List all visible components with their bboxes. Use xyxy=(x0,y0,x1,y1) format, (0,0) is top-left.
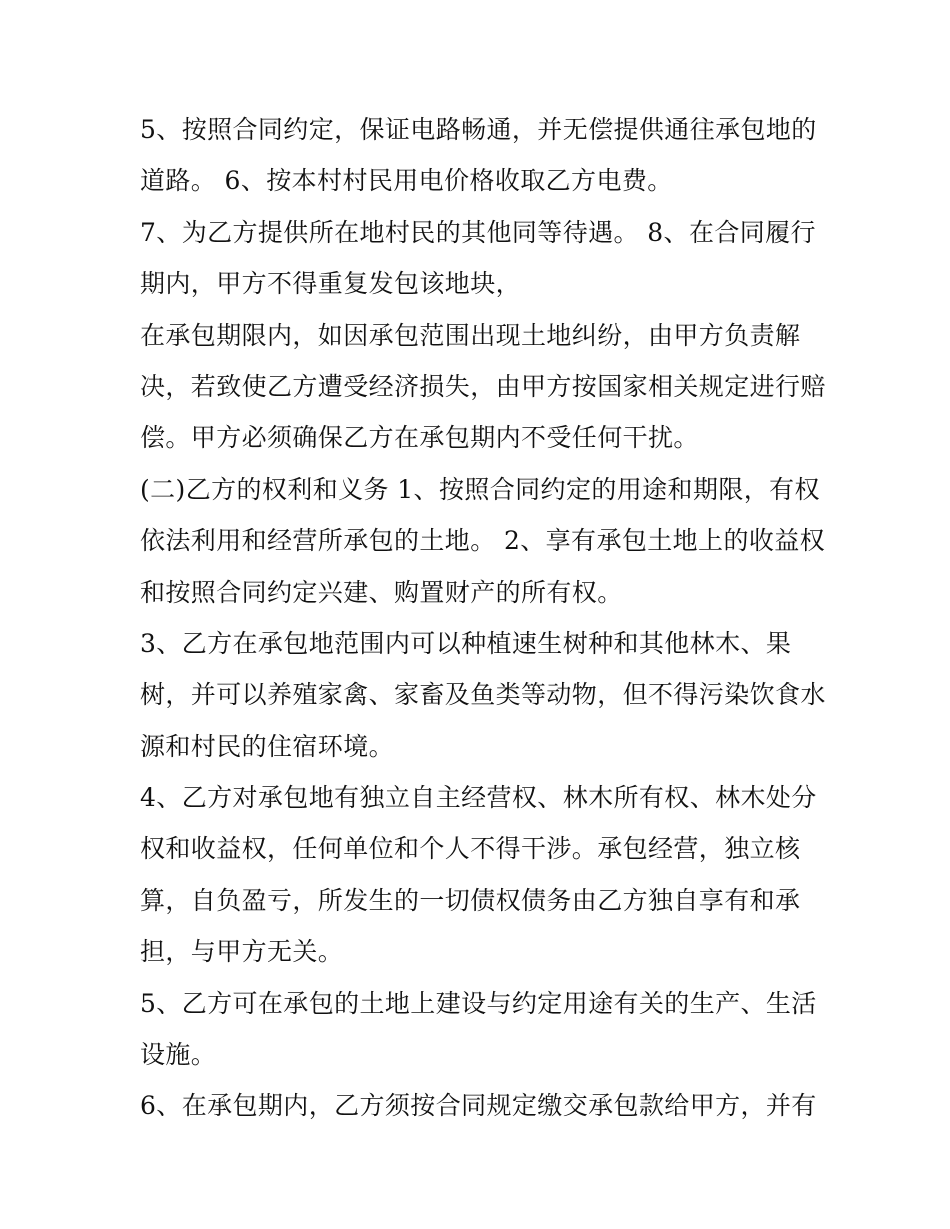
text-line: 偿。甲方必须确保乙方在承包期内不受任何干扰。 xyxy=(140,423,699,453)
text-line: 算，自负盈亏，所发生的一切债权债务由乙方独自享有和承 xyxy=(140,885,801,915)
text-line: 7、为乙方提供所在地村民的其他同等待遇。 8、在合同履行 xyxy=(140,217,816,247)
text-line: 决，若致使乙方遭受经济损失，由甲方按国家相关规定进行赔 xyxy=(140,371,826,401)
text-line: 期内，甲方不得重复发包该地块， xyxy=(140,269,522,299)
text-line: 在承包期限内，如因承包范围出现土地纠纷，由甲方负责解 xyxy=(140,320,801,350)
text-line: 依法利用和经营所承包的土地。 2、享有承包土地上的收益权 xyxy=(140,526,826,556)
text-line: 树，并可以养殖家禽、家畜及鱼类等动物，但不得污染饮食水 xyxy=(140,680,826,710)
text-line: 道路。 6、按本村村民用电价格收取乙方电费。 xyxy=(140,166,673,196)
text-line: 源和村民的住宿环境。 xyxy=(140,731,395,761)
text-line: 和按照合同约定兴建、购置财产的所有权。 xyxy=(140,577,623,607)
text-line: 设施。 xyxy=(140,1040,217,1070)
text-line: 权和收益权，任何单位和个人不得干涉。承包经营，独立核 xyxy=(140,834,801,864)
text-line: (二)乙方的权利和义务 1、按照合同约定的用途和期限，有权 xyxy=(140,474,820,504)
text-line: 3、乙方在承包地范围内可以种植速生树种和其他林木、果 xyxy=(140,628,792,658)
text-line: 担，与甲方无关。 xyxy=(140,937,344,967)
text-line: 5、按照合同约定，保证电路畅通，并无偿提供通往承包地的 xyxy=(140,115,817,144)
text-line: 5、乙方可在承包的土地上建设与约定用途有关的生产、生活 xyxy=(140,988,817,1018)
text-line: 4、乙方对承包地有独立自主经营权、林木所有权、林木处分 xyxy=(140,783,817,813)
document-body xyxy=(140,104,826,1132)
text-line: 6、在承包期内，乙方须按合同规定缴交承包款给甲方，并有 xyxy=(140,1091,817,1121)
